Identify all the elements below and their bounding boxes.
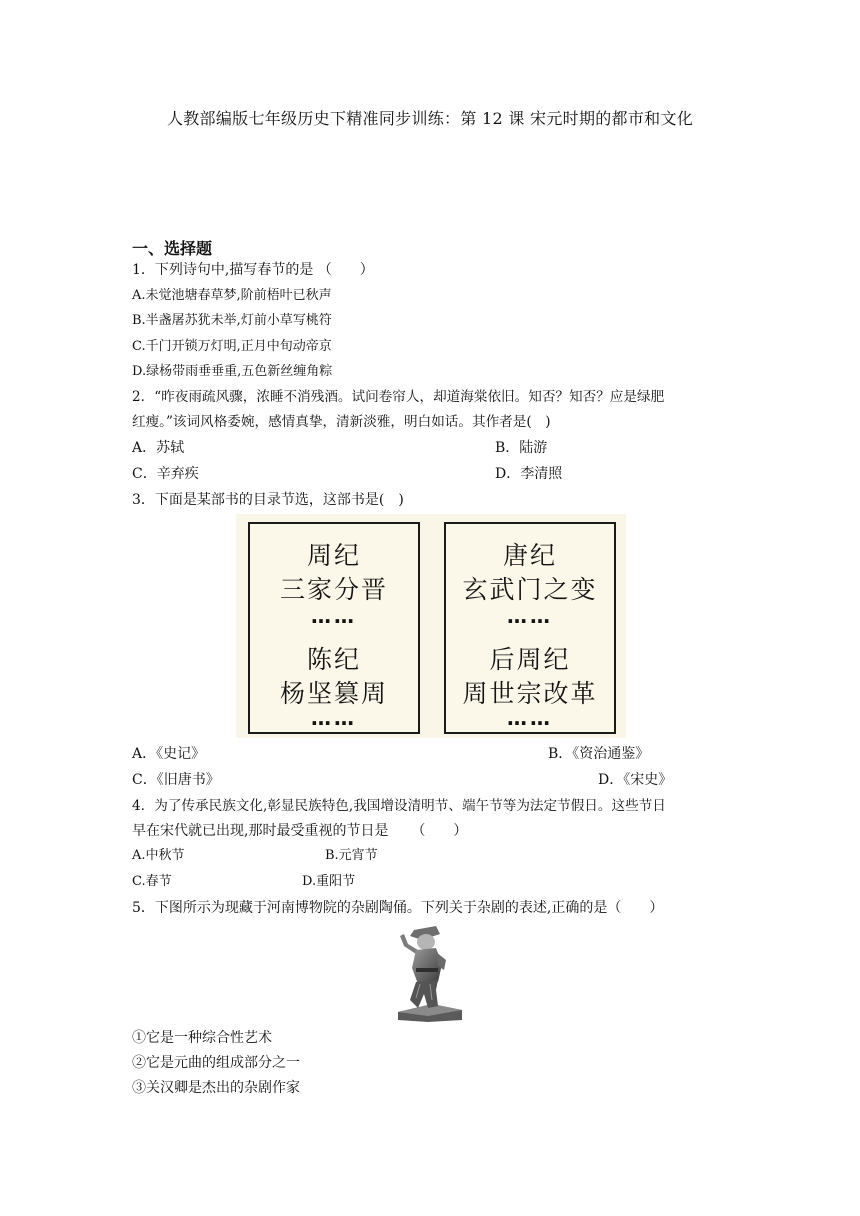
question-1-option-a: A.未觉池塘春草梦,阶前梧叶已秋声 — [132, 288, 332, 303]
question-2-stem-line-1: 2．“昨夜雨疏风骤，浓睡不消残酒。试问卷帘人，却道海棠依旧。知否？知否？应是绿肥 — [132, 389, 665, 405]
question-3-stem: 3．下面是某部书的目录节选，这部书是( ) — [132, 492, 404, 508]
section-heading: 一、选择题 — [132, 239, 213, 258]
left-box-line-1: 周纪 — [306, 541, 361, 570]
question-3-option-c: C．《旧唐书》 — [132, 772, 220, 788]
question-1-option-c: C.千门开锁万灯明,正月中旬动帝京 — [132, 339, 332, 354]
question-4-stem-line-2: 早在宋代就已出现,那时最受重视的节日是 （ ） — [132, 823, 468, 839]
page-title: 人教部编版七年级历史下精准同步训练：第 12 课 宋元时期的都市和文化 — [166, 109, 694, 128]
right-box-line-2: 玄武门之变 — [462, 575, 598, 604]
right-box-ellipsis-1: …… — [507, 604, 553, 628]
question-4-option-d: D.重阳节 — [302, 874, 356, 889]
left-box-ellipsis-1: …… — [311, 604, 357, 628]
question-2-option-d: D．李清照 — [495, 466, 563, 482]
question-2-stem-line-2: 红瘦。”该词风格委婉，感情真挚，清新淡雅，明白如话。其作者是( ) — [132, 414, 551, 430]
question-5-stem: 5．下图所示为现藏于河南博物院的杂剧陶俑。下列关于杂剧的表述,正确的是（ ） — [132, 900, 664, 916]
question-4-option-c: C.春节 — [132, 874, 172, 889]
question-4-option-a: A.中秋节 — [132, 848, 185, 863]
question-4-stem-line-1: 4．为了传承民族文化,彰显民族特色,我国增设清明节、端午节等为法定节假日。这些节日 — [132, 798, 666, 814]
question-5-statement-1: ①它是一种综合性艺术 — [132, 1030, 272, 1046]
question-3-option-d: D．《宋史》 — [598, 772, 673, 788]
question-1-stem: 1．下列诗句中,描写春节的是 （ ） — [132, 262, 374, 278]
right-box-line-1: 唐纪 — [502, 541, 557, 570]
left-box-line-4: 杨坚篡周 — [279, 679, 388, 708]
question-2-option-c: C．辛弃疾 — [132, 466, 199, 482]
question-1-option-b: B.半盏屠苏犹未举,灯前小草写桃符 — [132, 313, 332, 328]
question-3-option-b: B．《资治通鉴》 — [548, 746, 650, 762]
question-2-option-a: A．苏轼 — [132, 440, 185, 456]
question-4-option-b: B.元宵节 — [325, 848, 378, 863]
left-box-line-2: 三家分晋 — [279, 575, 388, 604]
book-contents-left-box — [248, 522, 420, 734]
question-3-option-a: A．《史记》 — [132, 746, 206, 762]
book-contents-right-box — [444, 522, 616, 734]
left-box-line-3: 陈纪 — [306, 645, 361, 674]
zaju-pottery-figurine-image — [392, 924, 464, 1022]
question-5-statement-2: ②它是元曲的组成部分之一 — [132, 1055, 300, 1071]
question-1-option-d: D.绿杨带雨垂垂重,五色新丝缠角粽 — [132, 364, 333, 379]
right-box-line-3: 后周纪 — [489, 645, 571, 674]
question-5-statement-3: ③关汉卿是杰出的杂剧作家 — [132, 1080, 300, 1096]
right-box-line-4: 周世宗改革 — [462, 679, 598, 708]
book-contents-figure — [236, 514, 626, 738]
question-2-option-b: B．陆游 — [495, 440, 548, 456]
right-box-ellipsis-2: …… — [507, 706, 553, 730]
left-box-ellipsis-2: …… — [311, 706, 357, 730]
